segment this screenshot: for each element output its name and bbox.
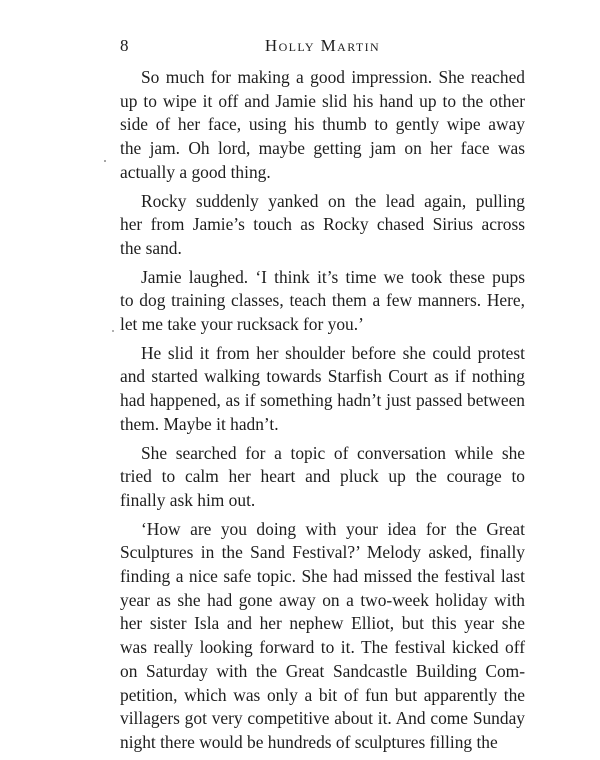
text-line: finding a nice safe topic. She had missed the festival last bbox=[120, 566, 525, 587]
scan-speck bbox=[104, 160, 106, 162]
text-line: them. Maybe it hadn’t. bbox=[120, 413, 279, 434]
text-line: to dog training classes, teach them a few manners. Here, bbox=[120, 290, 525, 311]
text-line: year as she had gone away on a two-week holiday with bbox=[120, 589, 525, 610]
text-line: actually a good thing. bbox=[120, 161, 271, 182]
text-line: was really looking forward to it. The festival kicked off bbox=[120, 637, 525, 658]
paragraph bbox=[120, 66, 525, 185]
text-line: So much for making a good impression. She reached bbox=[141, 67, 525, 87]
text-line: tried to calm her heart and pluck up the courage to bbox=[120, 466, 525, 487]
text-line: on Saturday with the Great Sandcastle Building Com- bbox=[120, 660, 525, 681]
paragraph bbox=[120, 190, 525, 261]
text-line: Jamie laughed. ‘I think it’s time we took these pups bbox=[141, 266, 525, 287]
text-line: Sculptures in the Sand Festival?’ Melody asked, finally bbox=[120, 542, 525, 563]
text-line: her from Jamie’s touch as Rocky chased Sirius across bbox=[120, 214, 525, 235]
text-line: He slid it from her shoulder before she could protest bbox=[141, 342, 525, 363]
page-number: 8 bbox=[120, 36, 129, 55]
paragraph bbox=[120, 342, 525, 437]
text-line: She searched for a topic of conversation while she bbox=[141, 442, 525, 463]
text-line: ‘How are you doing with your idea for the Great bbox=[141, 518, 525, 539]
text-line: her sister Isla and her nephew Elliot, but this year she bbox=[120, 613, 525, 634]
text-line: had happened, as if something hadn’t just passed between bbox=[120, 390, 525, 411]
text-line: side of her face, using his thumb to gently wipe away bbox=[120, 114, 525, 135]
text-line: petition, which was only a bit of fun but apparently the bbox=[120, 684, 525, 705]
page-header bbox=[120, 36, 525, 60]
text-line: Rocky suddenly yanked on the lead again, pulling bbox=[141, 190, 525, 211]
paragraph bbox=[120, 518, 525, 755]
text-line: villagers got very competitive about it. And come Sunday bbox=[120, 708, 525, 729]
text-line: the jam. Oh lord, maybe getting jam on her face was bbox=[120, 138, 525, 159]
text-line: up to wipe it off and Jamie slid his hand up to the other bbox=[120, 90, 525, 111]
paragraph bbox=[120, 442, 525, 513]
paragraph bbox=[120, 266, 525, 337]
text-line: finally ask him out. bbox=[120, 489, 256, 510]
scan-speck bbox=[112, 330, 114, 332]
body-text bbox=[120, 66, 525, 760]
running-head-author: Holly Martin bbox=[264, 36, 381, 55]
text-line: let me take your rucksack for you.’ bbox=[120, 314, 364, 335]
text-line: the sand. bbox=[120, 237, 182, 258]
text-line: and started walking towards Starfish Court as if nothing bbox=[120, 366, 525, 387]
text-line: night there would be hundreds of sculptures filling the bbox=[120, 731, 498, 752]
